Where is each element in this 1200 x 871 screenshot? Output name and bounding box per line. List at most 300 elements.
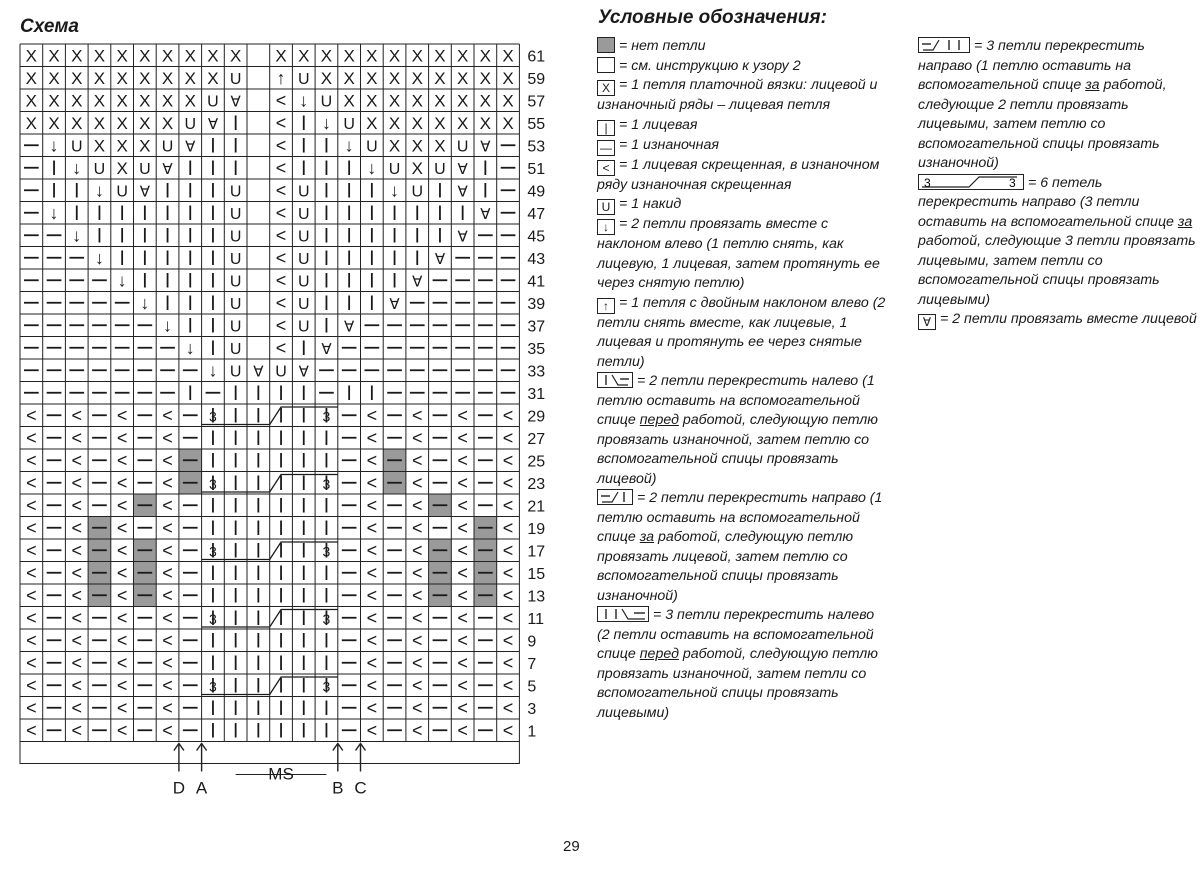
cell-twisted: < — [26, 450, 37, 471]
cell-twisted: < — [411, 630, 423, 651]
cell-yarnover: U — [297, 250, 310, 268]
cell-twisted: < — [116, 585, 128, 606]
legend-entry: = 2 петли перекрестить направо (1 петлю оставить на вспомогательной спице за работой, следующую петлю провязать лицевой, затем петлю со вспомогательной спицы провязать изнаночной) — [597, 490, 883, 604]
repeat-box — [20, 742, 519, 764]
cell-garter: X — [71, 46, 83, 66]
cell-yarnover: U — [229, 205, 242, 223]
row-label: 3 — [527, 700, 537, 718]
cell-garter: X — [116, 68, 128, 88]
cell-twisted: < — [275, 202, 287, 223]
cell-yarnover: U — [456, 138, 469, 156]
row-label: 43 — [527, 250, 546, 268]
cell-twisted: < — [366, 630, 378, 651]
legend-entry: = см. инструкцию к узору 2 — [597, 57, 887, 77]
cell-twisted: < — [366, 652, 378, 673]
cell-twisted: < — [411, 472, 423, 493]
cell-twisted: < — [366, 517, 378, 538]
cell-twisted: < — [502, 562, 514, 583]
cell-yarnover: U — [297, 228, 310, 246]
cell-garter: X — [456, 68, 469, 88]
cell-twisted: < — [116, 675, 128, 696]
row-label: 27 — [527, 430, 546, 448]
cell-yarnover: U — [93, 160, 106, 178]
cell-twisted: < — [71, 652, 83, 673]
cell-yarnover: U — [229, 295, 242, 313]
cell-twisted: < — [71, 630, 83, 651]
cell-garter: X — [161, 68, 174, 88]
row-label: 21 — [527, 498, 546, 516]
cell-twisted: < — [116, 495, 128, 516]
cell-twisted: < — [502, 652, 514, 673]
cell-garter: X — [184, 46, 196, 66]
cell-twisted: < — [26, 495, 37, 516]
legend-entry: ↓ = 2 петли провязать вместе с наклоном влево (1 петлю снять, как лицевую, 1 лицевая, затем протянуть ее через снятую петлю) — [597, 216, 880, 291]
cell-twisted: < — [502, 517, 514, 538]
cell-twisted: < — [71, 540, 83, 561]
row-label: 23 — [527, 475, 546, 493]
cell-k2tog: ∀ — [298, 363, 309, 381]
cell-k2tog: ∀ — [480, 205, 491, 223]
cell-yarnover: U — [184, 115, 197, 133]
cell-double-dec: ↑ — [276, 67, 286, 88]
cell-garter: X — [116, 158, 128, 178]
cell-twisted: < — [457, 450, 468, 471]
row-label: 11 — [527, 610, 545, 628]
cell-twisted: < — [457, 517, 468, 538]
cell-k2tog: ∀ — [434, 250, 446, 268]
svg-text:3: 3 — [924, 175, 931, 189]
cell-yarnover: U — [161, 138, 174, 156]
cell-garter: X — [366, 46, 378, 66]
cell-k2tog-left: ↓ — [299, 90, 309, 111]
cable-2-right-swatch — [597, 489, 633, 505]
cell-k2tog-left: ↓ — [72, 225, 82, 246]
legend-entry: — = 1 изнаночная — [597, 136, 887, 156]
cell-twisted: < — [502, 495, 514, 516]
cell-twisted: < — [275, 315, 287, 336]
cell-k2tog-left: ↓ — [344, 135, 354, 156]
cell-twisted: < — [162, 675, 173, 696]
cell-twisted: < — [502, 472, 514, 493]
row-label: 49 — [527, 183, 546, 201]
cell-garter: X — [388, 113, 401, 133]
cell-garter: X — [434, 68, 446, 88]
cell-twisted: < — [366, 562, 378, 583]
cell-k2tog: ∀ — [139, 183, 150, 201]
cell-twisted: < — [71, 472, 83, 493]
cell-garter: X — [48, 113, 60, 133]
cell-garter: X — [411, 68, 423, 88]
cell-garter: X — [298, 46, 310, 66]
cell-twisted: < — [457, 675, 468, 696]
cable-label: 3 — [322, 678, 331, 695]
cell-garter: X — [502, 46, 514, 66]
cell-k2tog: ∀ — [412, 273, 423, 291]
cable-label: 3 — [209, 611, 217, 627]
cell-yarnover: U — [229, 250, 242, 268]
cable-label: 3 — [322, 408, 331, 425]
cable-label: 3 — [322, 476, 331, 492]
cell-k2tog-left: ↓ — [390, 180, 400, 201]
cable-label: 3 — [209, 678, 217, 695]
cell-yarnover: U — [229, 340, 242, 358]
row-label: 19 — [527, 520, 546, 538]
symbol-swatch: U — [597, 199, 615, 215]
cell-yarnover: U — [229, 228, 242, 246]
legend-entry: = 2 петли перекрестить налево (1 петлю оставить на вспомогательной спице перед работой, следующую петлю провязать изнаночной, затем петлю со вспомогательной спицы провязать лицевой) — [597, 373, 878, 487]
row-label: 61 — [527, 48, 546, 66]
row-label: 29 — [527, 408, 546, 426]
cell-twisted: < — [411, 720, 423, 741]
cell-twisted: < — [457, 585, 468, 606]
cell-garter: X — [320, 68, 333, 88]
cell-twisted: < — [162, 652, 173, 673]
cell-garter: X — [502, 68, 514, 88]
cell-garter: X — [161, 46, 174, 66]
cell-yarnover: U — [229, 318, 242, 336]
cell-twisted: < — [411, 495, 423, 516]
cell-yarnover: U — [116, 183, 128, 201]
cell-twisted: < — [275, 157, 287, 178]
row-label: 59 — [527, 70, 546, 88]
cell-twisted: < — [116, 517, 128, 538]
cell-garter: X — [184, 68, 196, 88]
cell-twisted: < — [366, 697, 378, 718]
cell-k2tog-left: ↓ — [163, 315, 173, 336]
cell-k2tog: ∀ — [457, 160, 468, 178]
symbol-swatch: < — [597, 160, 615, 176]
cell-garter: X — [502, 113, 514, 133]
cell-twisted: < — [162, 405, 173, 426]
cell-garter: X — [434, 46, 446, 66]
row-label: 55 — [527, 115, 546, 133]
cell-twisted: < — [457, 540, 468, 561]
cell-k2tog: ∀ — [457, 183, 468, 201]
cell-garter: X — [139, 113, 151, 133]
cell-yarnover: U — [411, 183, 424, 201]
row-label: 39 — [527, 295, 546, 313]
cell-garter: X — [71, 68, 83, 88]
cell-yarnover: U — [320, 93, 333, 111]
cell-twisted: < — [71, 607, 83, 628]
cell-garter: X — [184, 91, 196, 111]
legend-entry: = 3 петли перекрестить направо (1 петлю оставить на вспомогательной спице за работой, следующие 2 петли провязать лицевыми, затем петлю со вспомогательной спицы провязать изнаночной) — [918, 38, 1167, 171]
row-label: 5 — [527, 678, 537, 696]
cell-twisted: < — [457, 427, 468, 448]
cell-yarnover: U — [297, 273, 310, 291]
row-label: 13 — [527, 588, 546, 606]
legend-entry: X = 1 петля платочной вязки: лицевой и изнаночный ряды – лицевая петля — [597, 77, 878, 113]
cell-twisted: < — [275, 337, 287, 358]
cell-garter: X — [139, 136, 151, 156]
knit-swatch: | — [597, 120, 615, 136]
cable-label: 3 — [209, 543, 217, 560]
cell-yarnover: U — [275, 363, 287, 381]
cell-twisted: < — [411, 675, 423, 696]
cell-twisted: < — [162, 517, 173, 538]
cell-garter: X — [388, 91, 401, 111]
cell-twisted: < — [411, 405, 423, 426]
cell-twisted: < — [26, 607, 37, 628]
cell-k2tog-left: ↓ — [94, 247, 104, 268]
cell-twisted: < — [411, 427, 423, 448]
legend-column-2 — [918, 37, 1198, 330]
cell-twisted: < — [71, 697, 83, 718]
cell-twisted: < — [162, 697, 173, 718]
cell-twisted: < — [502, 585, 514, 606]
cell-garter: X — [275, 46, 287, 66]
row-label: 51 — [527, 160, 546, 178]
purl-swatch: — — [597, 140, 615, 156]
cell-twisted: < — [411, 697, 423, 718]
cell-twisted: < — [162, 495, 173, 516]
double-dec-swatch: ↑ — [597, 298, 615, 314]
cell-garter: X — [71, 113, 83, 133]
cell-twisted: < — [502, 720, 514, 741]
cell-garter: X — [479, 113, 492, 133]
cell-k2tog-left: ↓ — [367, 157, 377, 178]
cable-3-left-swatch — [597, 606, 649, 622]
cell-garter: X — [93, 68, 106, 88]
cell-garter: X — [139, 91, 151, 111]
cell-twisted: < — [411, 585, 423, 606]
cell-k2tog-left: ↓ — [72, 157, 82, 178]
cell-twisted: < — [116, 720, 128, 741]
cell-twisted: < — [116, 450, 128, 471]
cell-garter: X — [116, 91, 128, 111]
cell-garter: X — [93, 136, 106, 156]
cell-twisted: < — [116, 607, 128, 628]
cell-k2tog-left: ↓ — [49, 202, 59, 223]
cell-twisted: < — [26, 652, 37, 673]
legend-entry: 3 3 = 6 петель перекрестить направо (3 петли оставить на вспомогательной спице за работой, следующие 3 петли провязать лицевыми, затем петли со вспомогательной спицы провязать лицевыми) — [918, 174, 1196, 308]
cell-twisted: < — [366, 427, 378, 448]
cell-twisted: < — [411, 652, 423, 673]
cell-garter: X — [456, 91, 469, 111]
cell-garter: X — [207, 68, 219, 88]
cell-twisted: < — [366, 495, 378, 516]
cell-twisted: < — [26, 562, 37, 583]
row-label: 53 — [527, 138, 546, 156]
legend-entry: = 3 петли перекрестить налево (2 петли оставить на вспомогательной спице перед работой, следующую петлю провязать изнаночной, затем петли со вспомогательной спицы провязать лицевыми) — [597, 607, 878, 721]
cell-twisted: < — [162, 720, 173, 741]
cell-garter: X — [343, 46, 355, 66]
marker-label-b: B — [332, 778, 344, 798]
cell-k2tog-left: ↓ — [140, 292, 150, 313]
row-label: 9 — [527, 633, 537, 651]
cell-k2tog: ∀ — [321, 340, 332, 358]
cell-twisted: < — [26, 405, 37, 426]
cell-garter: X — [411, 91, 423, 111]
cell-k2tog-left: ↓ — [117, 270, 127, 291]
cell-garter: X — [139, 46, 151, 66]
cell-twisted: < — [411, 517, 423, 538]
chart-title: Схема — [20, 16, 80, 37]
cell-garter: X — [434, 136, 446, 156]
cell-twisted: < — [71, 675, 83, 696]
cell-yarnover: U — [229, 273, 242, 291]
cell-k2tog: ∀ — [253, 363, 264, 381]
cell-yarnover: U — [297, 318, 310, 336]
symbol-swatch: X — [597, 80, 615, 96]
cell-garter: X — [479, 46, 492, 66]
cell-garter: X — [93, 113, 106, 133]
cell-k2tog: ∀ — [389, 295, 400, 313]
cell-yarnover: U — [366, 138, 378, 156]
cell-yarnover: U — [70, 138, 83, 156]
cell-yarnover: U — [207, 93, 219, 111]
cell-k2tog: ∀ — [344, 318, 355, 336]
cell-k2tog-left: ↓ — [185, 337, 195, 358]
cell-yarnover: U — [229, 70, 242, 88]
cell-twisted: < — [162, 562, 173, 583]
cell-twisted: < — [162, 450, 173, 471]
cell-garter: X — [139, 68, 151, 88]
cell-yarnover: U — [229, 363, 242, 381]
cell-garter: X — [116, 136, 128, 156]
cell-k2tog: ∀ — [162, 160, 173, 178]
cell-garter: X — [116, 46, 128, 66]
cell-twisted: < — [275, 225, 287, 246]
row-label: 33 — [527, 363, 546, 381]
cell-twisted: < — [116, 405, 128, 426]
cell-garter: X — [456, 46, 469, 66]
cell-garter: X — [161, 113, 174, 133]
legend-entry: | = 1 лицевая — [597, 116, 887, 136]
knitting-chart — [0, 0, 560, 871]
cell-twisted: < — [502, 675, 514, 696]
cell-twisted: < — [162, 630, 173, 651]
cell-garter: X — [48, 46, 60, 66]
cell-garter: X — [320, 46, 333, 66]
cell-garter: X — [479, 68, 492, 88]
row-label: 15 — [527, 565, 546, 583]
row-label: 45 — [527, 228, 546, 246]
cell-garter: X — [229, 46, 242, 66]
cell-yarnover: U — [139, 160, 151, 178]
cell-twisted: < — [502, 630, 514, 651]
cell-twisted: < — [116, 540, 128, 561]
row-label: 47 — [527, 205, 546, 223]
cell-garter: X — [48, 91, 60, 111]
row-label: 25 — [527, 453, 546, 471]
cell-twisted: < — [366, 720, 378, 741]
cell-k2tog-left: ↓ — [208, 360, 218, 381]
cell-twisted: < — [457, 630, 468, 651]
cell-twisted: < — [366, 675, 378, 696]
cable-2-left-swatch — [597, 372, 633, 388]
cell-twisted: < — [71, 427, 83, 448]
cell-twisted: < — [457, 472, 468, 493]
legend-entry: U = 1 накид — [597, 195, 887, 215]
row-label: 41 — [527, 273, 546, 291]
row-label: 7 — [527, 655, 537, 673]
cell-twisted: < — [457, 720, 468, 741]
cell-twisted: < — [275, 180, 287, 201]
cell-twisted: < — [71, 450, 83, 471]
cell-twisted: < — [275, 112, 287, 133]
cell-yarnover: U — [297, 205, 310, 223]
cell-garter: X — [411, 46, 423, 66]
cell-garter: X — [388, 136, 401, 156]
cell-twisted: < — [411, 562, 423, 583]
cell-twisted: < — [26, 720, 37, 741]
cell-garter: X — [25, 68, 38, 88]
cell-twisted: < — [275, 135, 287, 156]
cell-twisted: < — [411, 450, 423, 471]
cell-garter: X — [434, 113, 446, 133]
cell-twisted: < — [457, 562, 468, 583]
cell-garter: X — [48, 68, 60, 88]
row-label: 37 — [527, 318, 546, 336]
row-label: 31 — [527, 385, 546, 403]
cell-twisted: < — [457, 697, 468, 718]
cell-garter: X — [93, 91, 106, 111]
cell-twisted: < — [502, 450, 514, 471]
cell-twisted: < — [502, 540, 514, 561]
cell-garter: X — [456, 113, 469, 133]
cell-k2tog: ∀ — [480, 138, 491, 156]
cell-twisted: < — [366, 540, 378, 561]
svg-text:3: 3 — [1009, 175, 1016, 189]
row-label: 17 — [527, 543, 546, 561]
cell-twisted: < — [366, 472, 378, 493]
cell-twisted: < — [275, 247, 287, 268]
cell-k2tog: ∀ — [230, 93, 241, 111]
cell-garter: X — [25, 46, 38, 66]
cable-label: 3 — [322, 611, 331, 627]
cell-twisted: < — [502, 427, 514, 448]
cell-twisted: < — [26, 585, 37, 606]
k2tog-left-swatch: ↓ — [597, 219, 615, 235]
cell-k2tog: ∀ — [457, 228, 468, 246]
cable-label: 3 — [322, 543, 331, 560]
cell-garter: X — [116, 113, 128, 133]
cell-twisted: < — [26, 427, 37, 448]
legend-entry: ↑ = 1 петля с двойным наклоном влево (2 петли снять вместе, как лицевые, 1 лицевая и протянуть ее через снятые петли) — [597, 294, 886, 370]
cell-twisted: < — [71, 585, 83, 606]
marker-label-d: D — [172, 778, 186, 798]
cell-twisted: < — [26, 540, 37, 561]
cell-twisted: < — [26, 630, 37, 651]
cell-garter: X — [434, 91, 446, 111]
cell-twisted: < — [116, 630, 128, 651]
cell-garter: X — [25, 91, 38, 111]
legend-column-1 — [597, 37, 887, 723]
cell-twisted: < — [26, 697, 37, 718]
cell-twisted: < — [366, 405, 378, 426]
cell-twisted: < — [366, 607, 378, 628]
cell-twisted: < — [26, 472, 37, 493]
cell-garter: X — [343, 68, 355, 88]
cell-garter: X — [366, 68, 378, 88]
cell-twisted: < — [457, 405, 468, 426]
cell-k2tog-left: ↓ — [321, 112, 331, 133]
empty-swatch — [597, 57, 615, 73]
cell-garter: X — [479, 91, 492, 111]
cable-6-right-swatch — [918, 174, 1024, 190]
cell-twisted: < — [26, 675, 37, 696]
cell-k2tog-left: ↓ — [49, 135, 59, 156]
cell-twisted: < — [275, 90, 287, 111]
cable-label: 3 — [209, 408, 217, 425]
no-loop-swatch — [597, 37, 615, 53]
cell-twisted: < — [71, 517, 83, 538]
cell-yarnover: U — [388, 160, 401, 178]
cell-twisted: < — [162, 540, 173, 561]
cell-garter: X — [411, 113, 423, 133]
cell-twisted: < — [411, 540, 423, 561]
